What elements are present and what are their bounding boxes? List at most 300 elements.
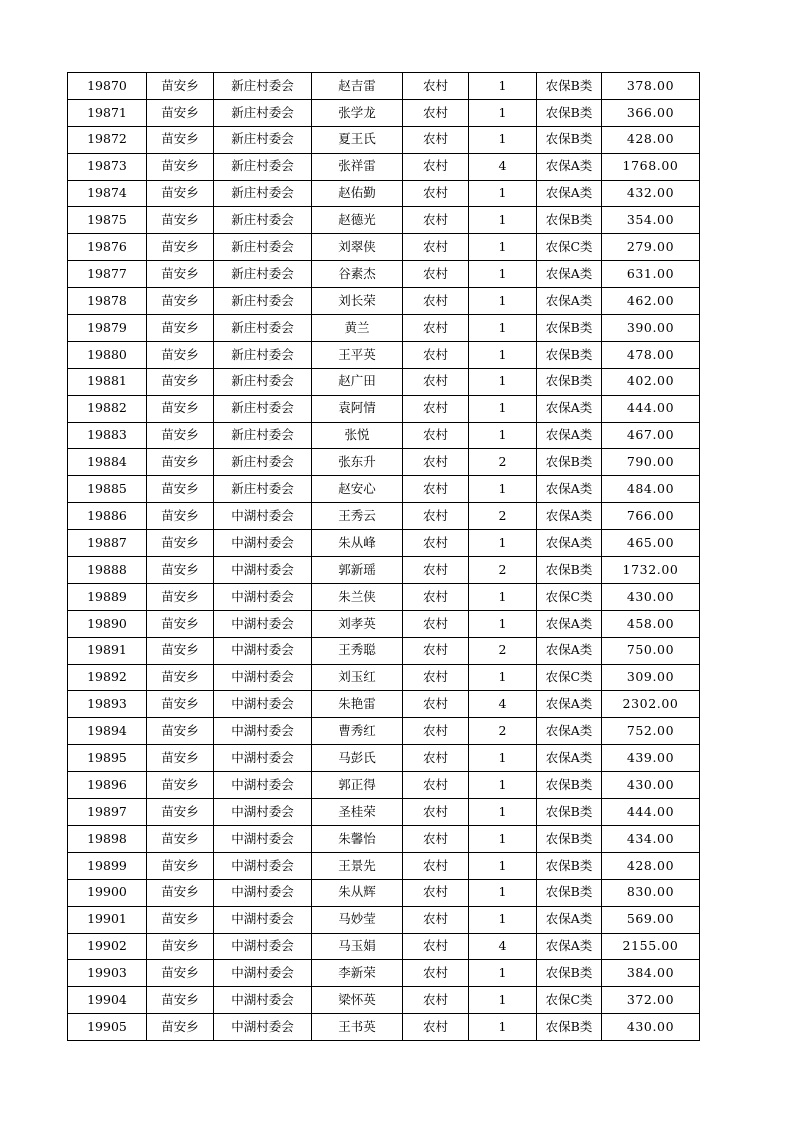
household-count-cell: 1 <box>469 906 537 933</box>
category-cell: 农保A类 <box>537 530 602 557</box>
residence-type-cell: 农村 <box>403 503 469 530</box>
residence-type-cell: 农村 <box>403 395 469 422</box>
name-cell: 刘翠侠 <box>312 234 403 261</box>
serial-number-cell: 19881 <box>68 368 147 395</box>
household-count-cell: 2 <box>469 718 537 745</box>
table-row <box>68 476 700 503</box>
residence-type-cell: 农村 <box>403 852 469 879</box>
residence-type-cell: 农村 <box>403 126 469 153</box>
household-count-cell: 1 <box>469 288 537 315</box>
household-count-cell: 2 <box>469 557 537 584</box>
serial-number-cell: 19894 <box>68 718 147 745</box>
table-row <box>68 906 700 933</box>
residence-type-cell: 农村 <box>403 234 469 261</box>
village-committee-cell: 中湖村委会 <box>214 799 312 826</box>
table-row <box>68 664 700 691</box>
name-cell: 赵佑勤 <box>312 180 403 207</box>
township-cell: 苗安乡 <box>147 368 214 395</box>
name-cell: 赵广田 <box>312 368 403 395</box>
amount-cell: 830.00 <box>602 879 700 906</box>
serial-number-cell: 19874 <box>68 180 147 207</box>
name-cell: 朱艳雷 <box>312 691 403 718</box>
table-row <box>68 799 700 826</box>
household-count-cell: 1 <box>469 610 537 637</box>
table-row <box>68 126 700 153</box>
amount-cell: 279.00 <box>602 234 700 261</box>
residence-type-cell: 农村 <box>403 341 469 368</box>
residence-type-cell: 农村 <box>403 987 469 1014</box>
name-cell: 袁阿情 <box>312 395 403 422</box>
township-cell: 苗安乡 <box>147 315 214 342</box>
village-committee-cell: 新庄村委会 <box>214 234 312 261</box>
amount-cell: 432.00 <box>602 180 700 207</box>
category-cell: 农保A类 <box>537 476 602 503</box>
name-cell: 赵安心 <box>312 476 403 503</box>
residence-type-cell: 农村 <box>403 772 469 799</box>
residence-type-cell: 农村 <box>403 933 469 960</box>
name-cell: 王秀聪 <box>312 637 403 664</box>
serial-number-cell: 19882 <box>68 395 147 422</box>
table-row <box>68 772 700 799</box>
village-committee-cell: 新庄村委会 <box>214 395 312 422</box>
amount-cell: 378.00 <box>602 73 700 100</box>
table-row <box>68 73 700 100</box>
table-row <box>68 610 700 637</box>
serial-number-cell: 19887 <box>68 530 147 557</box>
household-count-cell: 1 <box>469 422 537 449</box>
table-row <box>68 691 700 718</box>
residence-type-cell: 农村 <box>403 664 469 691</box>
village-committee-cell: 中湖村委会 <box>214 987 312 1014</box>
residence-type-cell: 农村 <box>403 153 469 180</box>
table-row <box>68 288 700 315</box>
township-cell: 苗安乡 <box>147 73 214 100</box>
serial-number-cell: 19903 <box>68 960 147 987</box>
category-cell: 农保A类 <box>537 610 602 637</box>
village-committee-cell: 中湖村委会 <box>214 745 312 772</box>
category-cell: 农保B类 <box>537 772 602 799</box>
amount-cell: 430.00 <box>602 1014 700 1041</box>
table-row <box>68 180 700 207</box>
serial-number-cell: 19904 <box>68 987 147 1014</box>
amount-cell: 790.00 <box>602 449 700 476</box>
residence-type-cell: 农村 <box>403 315 469 342</box>
serial-number-cell: 19880 <box>68 341 147 368</box>
amount-cell: 462.00 <box>602 288 700 315</box>
name-cell: 朱从辉 <box>312 879 403 906</box>
serial-number-cell: 19897 <box>68 799 147 826</box>
table-row <box>68 852 700 879</box>
name-cell: 郭新瑶 <box>312 557 403 584</box>
name-cell: 曹秀红 <box>312 718 403 745</box>
serial-number-cell: 19893 <box>68 691 147 718</box>
township-cell: 苗安乡 <box>147 799 214 826</box>
village-committee-cell: 中湖村委会 <box>214 1014 312 1041</box>
residence-type-cell: 农村 <box>403 1014 469 1041</box>
name-cell: 朱从峰 <box>312 530 403 557</box>
amount-cell: 430.00 <box>602 772 700 799</box>
household-count-cell: 1 <box>469 664 537 691</box>
village-committee-cell: 新庄村委会 <box>214 207 312 234</box>
amount-cell: 458.00 <box>602 610 700 637</box>
household-count-cell: 1 <box>469 99 537 126</box>
serial-number-cell: 19898 <box>68 825 147 852</box>
residence-type-cell: 农村 <box>403 557 469 584</box>
table-row <box>68 99 700 126</box>
household-count-cell: 1 <box>469 73 537 100</box>
serial-number-cell: 19878 <box>68 288 147 315</box>
household-count-cell: 1 <box>469 368 537 395</box>
household-count-cell: 2 <box>469 449 537 476</box>
amount-cell: 428.00 <box>602 126 700 153</box>
township-cell: 苗安乡 <box>147 933 214 960</box>
amount-cell: 752.00 <box>602 718 700 745</box>
amount-cell: 569.00 <box>602 906 700 933</box>
township-cell: 苗安乡 <box>147 637 214 664</box>
household-count-cell: 1 <box>469 234 537 261</box>
category-cell: 农保B类 <box>537 315 602 342</box>
township-cell: 苗安乡 <box>147 395 214 422</box>
household-count-cell: 1 <box>469 180 537 207</box>
village-committee-cell: 新庄村委会 <box>214 315 312 342</box>
name-cell: 朱兰侠 <box>312 583 403 610</box>
table-row <box>68 153 700 180</box>
township-cell: 苗安乡 <box>147 691 214 718</box>
township-cell: 苗安乡 <box>147 261 214 288</box>
township-cell: 苗安乡 <box>147 207 214 234</box>
name-cell: 王秀云 <box>312 503 403 530</box>
residence-type-cell: 农村 <box>403 960 469 987</box>
township-cell: 苗安乡 <box>147 772 214 799</box>
category-cell: 农保B类 <box>537 960 602 987</box>
name-cell: 张学龙 <box>312 99 403 126</box>
amount-cell: 366.00 <box>602 99 700 126</box>
village-committee-cell: 中湖村委会 <box>214 933 312 960</box>
amount-cell: 309.00 <box>602 664 700 691</box>
serial-number-cell: 19872 <box>68 126 147 153</box>
table-row <box>68 637 700 664</box>
township-cell: 苗安乡 <box>147 530 214 557</box>
township-cell: 苗安乡 <box>147 825 214 852</box>
table-row <box>68 315 700 342</box>
household-count-cell: 1 <box>469 852 537 879</box>
name-cell: 赵德光 <box>312 207 403 234</box>
serial-number-cell: 19892 <box>68 664 147 691</box>
name-cell: 朱馨怡 <box>312 825 403 852</box>
village-committee-cell: 中湖村委会 <box>214 718 312 745</box>
serial-number-cell: 19896 <box>68 772 147 799</box>
village-committee-cell: 新庄村委会 <box>214 422 312 449</box>
amount-cell: 478.00 <box>602 341 700 368</box>
category-cell: 农保A类 <box>537 906 602 933</box>
village-committee-cell: 中湖村委会 <box>214 772 312 799</box>
roster-table <box>67 72 700 1041</box>
category-cell: 农保A类 <box>537 933 602 960</box>
serial-number-cell: 19877 <box>68 261 147 288</box>
serial-number-cell: 19885 <box>68 476 147 503</box>
village-committee-cell: 新庄村委会 <box>214 99 312 126</box>
household-count-cell: 1 <box>469 341 537 368</box>
table-row <box>68 503 700 530</box>
amount-cell: 465.00 <box>602 530 700 557</box>
table-row <box>68 207 700 234</box>
name-cell: 郭正得 <box>312 772 403 799</box>
residence-type-cell: 农村 <box>403 691 469 718</box>
residence-type-cell: 农村 <box>403 422 469 449</box>
township-cell: 苗安乡 <box>147 960 214 987</box>
village-committee-cell: 新庄村委会 <box>214 180 312 207</box>
serial-number-cell: 19873 <box>68 153 147 180</box>
category-cell: 农保A类 <box>537 637 602 664</box>
amount-cell: 766.00 <box>602 503 700 530</box>
household-count-cell: 1 <box>469 207 537 234</box>
serial-number-cell: 19895 <box>68 745 147 772</box>
residence-type-cell: 农村 <box>403 530 469 557</box>
serial-number-cell: 19870 <box>68 73 147 100</box>
township-cell: 苗安乡 <box>147 583 214 610</box>
household-count-cell: 1 <box>469 772 537 799</box>
residence-type-cell: 农村 <box>403 637 469 664</box>
name-cell: 谷素杰 <box>312 261 403 288</box>
residence-type-cell: 农村 <box>403 583 469 610</box>
household-count-cell: 1 <box>469 395 537 422</box>
village-committee-cell: 新庄村委会 <box>214 126 312 153</box>
table-row <box>68 583 700 610</box>
name-cell: 王平英 <box>312 341 403 368</box>
residence-type-cell: 农村 <box>403 610 469 637</box>
residence-type-cell: 农村 <box>403 906 469 933</box>
household-count-cell: 1 <box>469 530 537 557</box>
serial-number-cell: 19902 <box>68 933 147 960</box>
residence-type-cell: 农村 <box>403 207 469 234</box>
residence-type-cell: 农村 <box>403 476 469 503</box>
residence-type-cell: 农村 <box>403 288 469 315</box>
category-cell: 农保A类 <box>537 261 602 288</box>
amount-cell: 750.00 <box>602 637 700 664</box>
amount-cell: 467.00 <box>602 422 700 449</box>
table-row <box>68 261 700 288</box>
serial-number-cell: 19905 <box>68 1014 147 1041</box>
category-cell: 农保B类 <box>537 207 602 234</box>
amount-cell: 444.00 <box>602 799 700 826</box>
township-cell: 苗安乡 <box>147 879 214 906</box>
serial-number-cell: 19879 <box>68 315 147 342</box>
category-cell: 农保B类 <box>537 368 602 395</box>
township-cell: 苗安乡 <box>147 422 214 449</box>
residence-type-cell: 农村 <box>403 449 469 476</box>
village-committee-cell: 新庄村委会 <box>214 368 312 395</box>
category-cell: 农保B类 <box>537 825 602 852</box>
residence-type-cell: 农村 <box>403 825 469 852</box>
category-cell: 农保A类 <box>537 745 602 772</box>
residence-type-cell: 农村 <box>403 180 469 207</box>
table-row <box>68 718 700 745</box>
category-cell: 农保A类 <box>537 691 602 718</box>
name-cell: 赵吉雷 <box>312 73 403 100</box>
category-cell: 农保B类 <box>537 799 602 826</box>
township-cell: 苗安乡 <box>147 341 214 368</box>
serial-number-cell: 19900 <box>68 879 147 906</box>
serial-number-cell: 19886 <box>68 503 147 530</box>
household-count-cell: 4 <box>469 153 537 180</box>
township-cell: 苗安乡 <box>147 610 214 637</box>
household-count-cell: 1 <box>469 745 537 772</box>
serial-number-cell: 19889 <box>68 583 147 610</box>
township-cell: 苗安乡 <box>147 987 214 1014</box>
table-row <box>68 368 700 395</box>
amount-cell: 444.00 <box>602 395 700 422</box>
name-cell: 张东升 <box>312 449 403 476</box>
category-cell: 农保B类 <box>537 852 602 879</box>
name-cell: 刘孝英 <box>312 610 403 637</box>
amount-cell: 1768.00 <box>602 153 700 180</box>
serial-number-cell: 19891 <box>68 637 147 664</box>
name-cell: 马妙莹 <box>312 906 403 933</box>
amount-cell: 402.00 <box>602 368 700 395</box>
household-count-cell: 1 <box>469 1014 537 1041</box>
township-cell: 苗安乡 <box>147 906 214 933</box>
township-cell: 苗安乡 <box>147 153 214 180</box>
household-count-cell: 1 <box>469 960 537 987</box>
table-row <box>68 987 700 1014</box>
name-cell: 圣桂荣 <box>312 799 403 826</box>
category-cell: 农保B类 <box>537 341 602 368</box>
village-committee-cell: 中湖村委会 <box>214 906 312 933</box>
village-committee-cell: 中湖村委会 <box>214 825 312 852</box>
township-cell: 苗安乡 <box>147 503 214 530</box>
category-cell: 农保A类 <box>537 180 602 207</box>
township-cell: 苗安乡 <box>147 288 214 315</box>
table-row <box>68 234 700 261</box>
village-committee-cell: 新庄村委会 <box>214 153 312 180</box>
township-cell: 苗安乡 <box>147 180 214 207</box>
amount-cell: 430.00 <box>602 583 700 610</box>
residence-type-cell: 农村 <box>403 99 469 126</box>
serial-number-cell: 19890 <box>68 610 147 637</box>
serial-number-cell: 19899 <box>68 852 147 879</box>
village-committee-cell: 新庄村委会 <box>214 73 312 100</box>
name-cell: 马玉娟 <box>312 933 403 960</box>
name-cell: 张悦 <box>312 422 403 449</box>
name-cell: 刘长荣 <box>312 288 403 315</box>
village-committee-cell: 新庄村委会 <box>214 476 312 503</box>
category-cell: 农保B类 <box>537 73 602 100</box>
township-cell: 苗安乡 <box>147 234 214 261</box>
residence-type-cell: 农村 <box>403 261 469 288</box>
amount-cell: 384.00 <box>602 960 700 987</box>
village-committee-cell: 中湖村委会 <box>214 637 312 664</box>
category-cell: 农保B类 <box>537 99 602 126</box>
township-cell: 苗安乡 <box>147 745 214 772</box>
serial-number-cell: 19888 <box>68 557 147 584</box>
category-cell: 农保A类 <box>537 395 602 422</box>
table-row <box>68 557 700 584</box>
amount-cell: 1732.00 <box>602 557 700 584</box>
village-committee-cell: 中湖村委会 <box>214 960 312 987</box>
table-row <box>68 745 700 772</box>
village-committee-cell: 新庄村委会 <box>214 261 312 288</box>
village-committee-cell: 新庄村委会 <box>214 288 312 315</box>
household-count-cell: 1 <box>469 987 537 1014</box>
name-cell: 刘玉红 <box>312 664 403 691</box>
household-count-cell: 1 <box>469 825 537 852</box>
category-cell: 农保C类 <box>537 583 602 610</box>
category-cell: 农保C类 <box>537 664 602 691</box>
amount-cell: 484.00 <box>602 476 700 503</box>
amount-cell: 434.00 <box>602 825 700 852</box>
household-count-cell: 1 <box>469 126 537 153</box>
amount-cell: 631.00 <box>602 261 700 288</box>
table-row <box>68 422 700 449</box>
table-row <box>68 825 700 852</box>
township-cell: 苗安乡 <box>147 718 214 745</box>
name-cell: 黄兰 <box>312 315 403 342</box>
category-cell: 农保A类 <box>537 153 602 180</box>
village-committee-cell: 中湖村委会 <box>214 852 312 879</box>
table-row <box>68 449 700 476</box>
category-cell: 农保B类 <box>537 557 602 584</box>
category-cell: 农保A类 <box>537 503 602 530</box>
residence-type-cell: 农村 <box>403 368 469 395</box>
category-cell: 农保A类 <box>537 718 602 745</box>
table-row <box>68 933 700 960</box>
amount-cell: 2155.00 <box>602 933 700 960</box>
category-cell: 农保A类 <box>537 422 602 449</box>
name-cell: 张祥雷 <box>312 153 403 180</box>
village-committee-cell: 中湖村委会 <box>214 530 312 557</box>
residence-type-cell: 农村 <box>403 718 469 745</box>
category-cell: 农保C类 <box>537 234 602 261</box>
category-cell: 农保C类 <box>537 987 602 1014</box>
serial-number-cell: 19875 <box>68 207 147 234</box>
name-cell: 李新荣 <box>312 960 403 987</box>
township-cell: 苗安乡 <box>147 476 214 503</box>
household-count-cell: 1 <box>469 315 537 342</box>
serial-number-cell: 19883 <box>68 422 147 449</box>
roster-table-body <box>68 73 700 1041</box>
residence-type-cell: 农村 <box>403 879 469 906</box>
serial-number-cell: 19901 <box>68 906 147 933</box>
category-cell: 农保B类 <box>537 879 602 906</box>
name-cell: 马彭氏 <box>312 745 403 772</box>
village-committee-cell: 新庄村委会 <box>214 341 312 368</box>
table-row <box>68 341 700 368</box>
village-committee-cell: 中湖村委会 <box>214 664 312 691</box>
household-count-cell: 4 <box>469 691 537 718</box>
table-row <box>68 530 700 557</box>
serial-number-cell: 19884 <box>68 449 147 476</box>
residence-type-cell: 农村 <box>403 799 469 826</box>
name-cell: 夏王氏 <box>312 126 403 153</box>
township-cell: 苗安乡 <box>147 852 214 879</box>
amount-cell: 2302.00 <box>602 691 700 718</box>
category-cell: 农保A类 <box>537 288 602 315</box>
table-row <box>68 1014 700 1041</box>
serial-number-cell: 19876 <box>68 234 147 261</box>
serial-number-cell: 19871 <box>68 99 147 126</box>
household-count-cell: 1 <box>469 261 537 288</box>
household-count-cell: 1 <box>469 879 537 906</box>
village-committee-cell: 中湖村委会 <box>214 879 312 906</box>
village-committee-cell: 中湖村委会 <box>214 503 312 530</box>
table-row <box>68 960 700 987</box>
name-cell: 王景先 <box>312 852 403 879</box>
household-count-cell: 1 <box>469 583 537 610</box>
category-cell: 农保B类 <box>537 1014 602 1041</box>
amount-cell: 354.00 <box>602 207 700 234</box>
amount-cell: 428.00 <box>602 852 700 879</box>
village-committee-cell: 新庄村委会 <box>214 449 312 476</box>
